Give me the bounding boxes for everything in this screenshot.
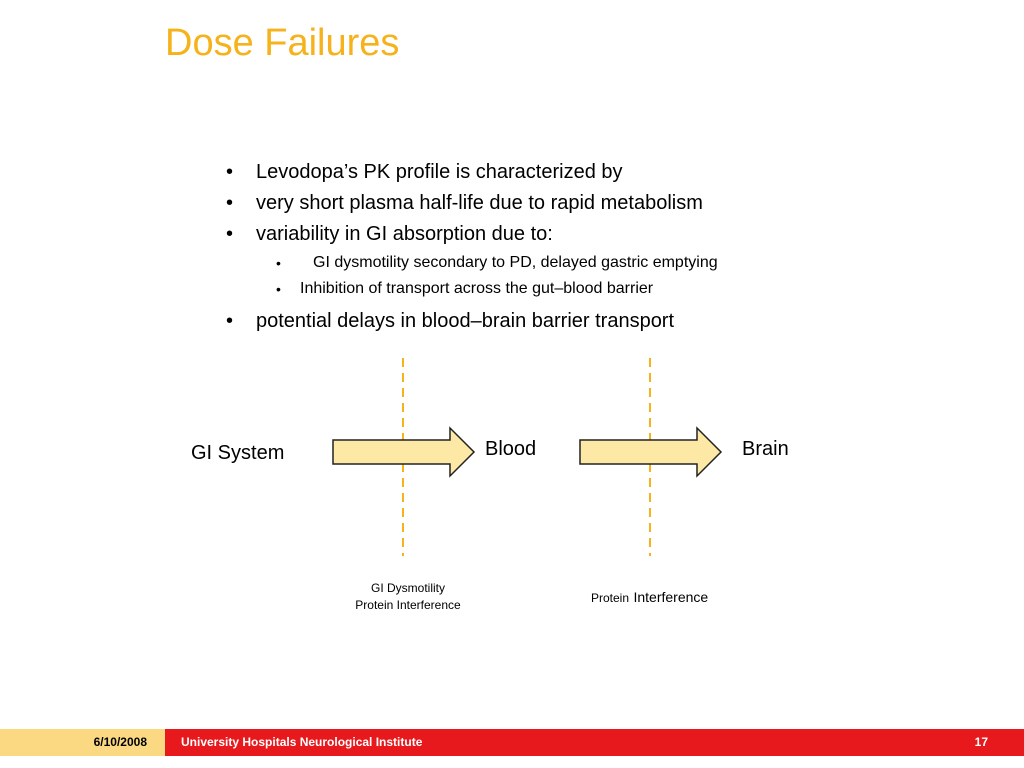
sub-bullet-icon: • bbox=[276, 281, 281, 297]
bullet-text: Levodopa’s PK profile is characterized by bbox=[256, 161, 623, 183]
page-number: 17 bbox=[974, 735, 988, 749]
sub-bullet-text: Inhibition of transport across the gut–blood barrier bbox=[300, 280, 654, 297]
sub-bullet-icon: • bbox=[276, 255, 281, 271]
bbb-barrier-note bbox=[591, 589, 708, 607]
bbb-note-small: Protein bbox=[591, 591, 630, 605]
footer-bar bbox=[165, 729, 1024, 756]
slide-title: Dose Failures bbox=[165, 22, 400, 64]
bullet-icon: • bbox=[226, 161, 234, 183]
footer-date: 6/10/2008 bbox=[0, 729, 165, 756]
stage-brain: Brain bbox=[742, 438, 789, 460]
bullet-icon: • bbox=[226, 223, 234, 245]
gut-barrier-note bbox=[343, 580, 473, 614]
bullet-icon: • bbox=[226, 310, 234, 332]
bullet-text: very short plasma half-life due to rapid metabolism bbox=[256, 192, 703, 214]
footer-institute: University Hospitals Neurological Institute bbox=[181, 735, 423, 749]
stage-gi-system: GI System bbox=[191, 442, 285, 464]
slide-footer bbox=[0, 729, 1024, 756]
bullet-text: potential delays in blood–brain barrier transport bbox=[256, 310, 675, 332]
bullet-text: variability in GI absorption due to: bbox=[256, 223, 553, 245]
gut-note-line1: GI Dysmotility bbox=[370, 581, 445, 595]
bullet-icon: • bbox=[226, 192, 234, 214]
stage-blood: Blood bbox=[485, 438, 537, 460]
gut-note-line2: Protein Interference bbox=[355, 598, 461, 612]
bbb-note-big: Interference bbox=[633, 589, 709, 605]
sub-bullet-text: GI dysmotility secondary to PD, delayed gastric emptying bbox=[313, 254, 718, 271]
